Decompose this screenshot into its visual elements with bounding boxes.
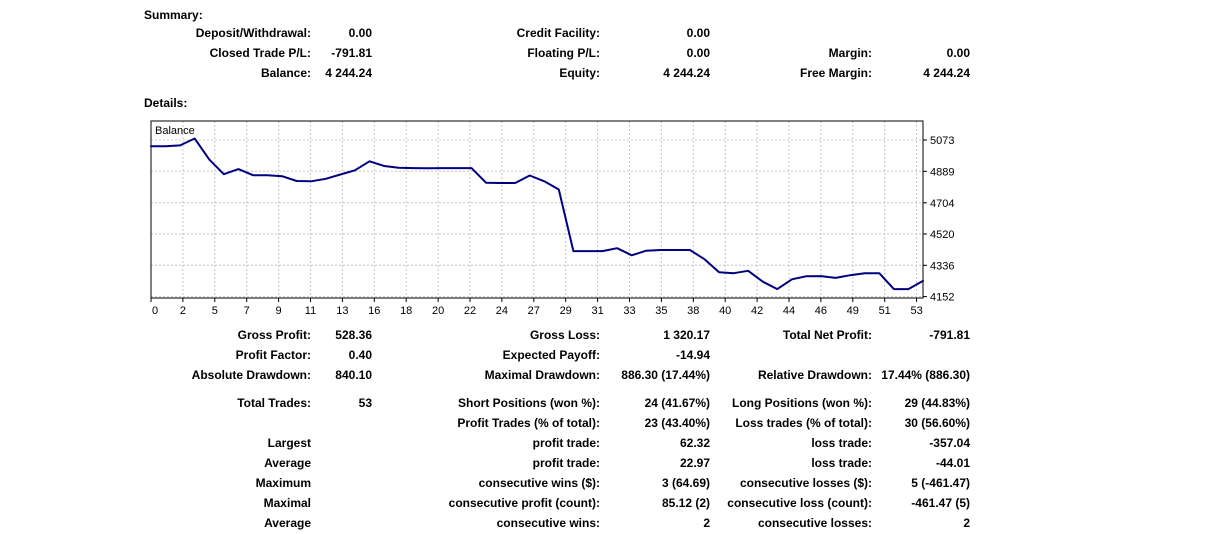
stat-row bbox=[0, 365, 990, 385]
stat-value: 0.40 bbox=[348, 348, 372, 362]
svg-text:35: 35 bbox=[655, 305, 668, 317]
summary-label: Floating P/L: bbox=[527, 46, 600, 60]
stat-value: 24 (41.67%) bbox=[644, 396, 710, 410]
stat-label: Maximal Drawdown: bbox=[484, 368, 600, 382]
summary-value: 0.00 bbox=[686, 46, 710, 60]
svg-text:5: 5 bbox=[211, 305, 218, 317]
summary-label: Balance: bbox=[260, 66, 311, 80]
svg-text:44: 44 bbox=[782, 305, 796, 317]
svg-text:4152: 4152 bbox=[930, 291, 955, 304]
svg-text:29: 29 bbox=[559, 305, 572, 317]
svg-text:0: 0 bbox=[151, 305, 159, 317]
stat-label: profit trade: bbox=[532, 456, 600, 470]
svg-text:11: 11 bbox=[304, 305, 317, 317]
stat-label: consecutive losses: bbox=[757, 516, 872, 530]
details-heading: Details: bbox=[144, 96, 188, 110]
summary-label: Closed Trade P/L: bbox=[209, 46, 311, 60]
stat-label: Gross Loss: bbox=[529, 328, 600, 342]
stat-row bbox=[0, 433, 990, 453]
balance-chart bbox=[151, 121, 955, 317]
stat-value bbox=[311, 513, 372, 533]
stat-value: 1 320.17 bbox=[663, 328, 710, 342]
svg-text:33: 33 bbox=[623, 305, 636, 317]
stat-value: 886.30 (17.44%) bbox=[621, 368, 710, 382]
svg-text:38: 38 bbox=[687, 305, 700, 317]
stat-label: Expected Payoff: bbox=[502, 348, 600, 362]
balance-chart-svg bbox=[151, 121, 955, 317]
svg-text:4704: 4704 bbox=[930, 197, 955, 210]
stat-row bbox=[0, 473, 990, 493]
stat-value bbox=[311, 493, 372, 513]
summary-label: Equity: bbox=[559, 66, 600, 80]
stat-value: -44.01 bbox=[935, 456, 970, 470]
svg-text:27: 27 bbox=[527, 305, 540, 317]
svg-text:2: 2 bbox=[179, 305, 186, 317]
stat-label: Largest bbox=[267, 436, 311, 450]
summary-label: Credit Facility: bbox=[516, 26, 600, 40]
stat-value: 840.10 bbox=[335, 368, 372, 382]
summary-value: 0.00 bbox=[348, 26, 372, 40]
stat-label bbox=[0, 413, 311, 433]
stat-value: 22.97 bbox=[679, 456, 710, 470]
summary-row bbox=[0, 43, 990, 63]
stat-label: loss trade: bbox=[811, 456, 872, 470]
svg-text:22: 22 bbox=[463, 305, 477, 317]
summary-value: 4 244.24 bbox=[663, 66, 710, 80]
stat-row bbox=[0, 345, 990, 365]
stat-label: consecutive wins ($): bbox=[478, 476, 600, 490]
svg-text:4336: 4336 bbox=[930, 260, 955, 273]
stat-label: loss trade: bbox=[811, 436, 872, 450]
svg-text:53: 53 bbox=[910, 305, 923, 317]
stat-label: Gross Profit: bbox=[237, 328, 311, 342]
stat-value: -461.47 (5) bbox=[911, 496, 970, 510]
summary-label: Deposit/Withdrawal: bbox=[195, 26, 311, 40]
stat-row bbox=[0, 325, 990, 345]
svg-text:4889: 4889 bbox=[930, 166, 955, 179]
summary-label: Margin: bbox=[828, 46, 872, 60]
stat-label: Average bbox=[264, 456, 311, 470]
stat-label: consecutive profit (count): bbox=[448, 496, 600, 510]
stat-value: 2 bbox=[963, 516, 970, 530]
stat-label: profit trade: bbox=[532, 436, 600, 450]
stat-label: consecutive losses ($): bbox=[739, 476, 872, 490]
stat-label: Total Net Profit: bbox=[782, 328, 872, 342]
summary-row bbox=[0, 63, 990, 83]
stat-label: Maximal bbox=[263, 496, 311, 510]
stat-value: 53 bbox=[358, 396, 372, 410]
svg-text:24: 24 bbox=[495, 305, 509, 317]
stat-value bbox=[311, 433, 372, 453]
stat-label bbox=[710, 345, 872, 365]
summary-value: 0.00 bbox=[946, 46, 970, 60]
svg-text:4520: 4520 bbox=[930, 229, 955, 241]
stat-label: Absolute Drawdown: bbox=[191, 368, 311, 382]
stat-label: Long Positions (won %): bbox=[732, 396, 872, 410]
stat-value bbox=[311, 453, 372, 473]
summary-row bbox=[0, 23, 990, 43]
stat-value: -14.94 bbox=[675, 348, 710, 362]
stat-value: 85.12 (2) bbox=[661, 496, 710, 510]
stat-label: Total Trades: bbox=[237, 396, 311, 410]
stat-label: Short Positions (won %): bbox=[458, 396, 600, 410]
summary-heading: Summary: bbox=[144, 8, 203, 22]
stat-label: consecutive loss (count): bbox=[727, 496, 872, 510]
stat-label: Relative Drawdown: bbox=[757, 368, 872, 382]
svg-text:51: 51 bbox=[878, 305, 891, 317]
stat-row bbox=[0, 513, 990, 533]
svg-text:40: 40 bbox=[719, 305, 732, 317]
svg-text:49: 49 bbox=[846, 305, 859, 317]
stat-value: 23 (43.40%) bbox=[644, 416, 710, 430]
svg-text:5073: 5073 bbox=[930, 135, 955, 147]
svg-text:16: 16 bbox=[368, 305, 381, 317]
svg-text:31: 31 bbox=[591, 305, 604, 317]
chart-legend-balance: Balance bbox=[155, 125, 195, 137]
stat-label: Profit Trades (% of total): bbox=[457, 416, 600, 430]
stat-label: Loss trades (% of total): bbox=[735, 416, 872, 430]
stat-label: consecutive wins: bbox=[496, 516, 600, 530]
svg-text:18: 18 bbox=[400, 305, 413, 317]
svg-text:20: 20 bbox=[431, 305, 445, 317]
stat-row bbox=[0, 493, 990, 513]
summary-value: -791.81 bbox=[331, 46, 372, 60]
stat-row bbox=[0, 453, 990, 473]
stat-value: 17.44% (886.30) bbox=[881, 368, 970, 382]
stat-label: Maximum bbox=[255, 476, 311, 490]
svg-text:42: 42 bbox=[750, 305, 764, 317]
stat-value: 29 (44.83%) bbox=[904, 396, 970, 410]
stat-label: Average bbox=[264, 516, 311, 530]
stat-value: -791.81 bbox=[929, 328, 970, 342]
svg-text:46: 46 bbox=[814, 305, 828, 317]
svg-text:9: 9 bbox=[275, 305, 282, 317]
summary-value: 4 244.24 bbox=[923, 66, 970, 80]
stat-value: 3 (64.69) bbox=[661, 476, 710, 490]
stat-value: 62.32 bbox=[679, 436, 710, 450]
stat-value: 528.36 bbox=[335, 328, 372, 342]
stat-label: Profit Factor: bbox=[235, 348, 311, 362]
stat-value bbox=[872, 345, 970, 365]
summary-value bbox=[872, 23, 970, 43]
svg-text:13: 13 bbox=[336, 305, 349, 317]
summary-label: Free Margin: bbox=[799, 66, 872, 80]
stat-value: 30 (56.60%) bbox=[904, 416, 970, 430]
summary-value: 4 244.24 bbox=[325, 66, 372, 80]
stat-value bbox=[311, 413, 372, 433]
details-stats-table bbox=[0, 325, 990, 533]
stat-row bbox=[0, 393, 990, 413]
summary-label bbox=[710, 23, 872, 43]
stat-value: 5 (-461.47) bbox=[911, 476, 970, 490]
svg-text:7: 7 bbox=[243, 305, 250, 317]
stat-value: 2 bbox=[703, 516, 710, 530]
stat-value bbox=[311, 473, 372, 493]
summary-value: 0.00 bbox=[686, 26, 710, 40]
summary-table bbox=[0, 23, 990, 83]
stat-value: -357.04 bbox=[929, 436, 970, 450]
stat-row bbox=[0, 413, 990, 433]
